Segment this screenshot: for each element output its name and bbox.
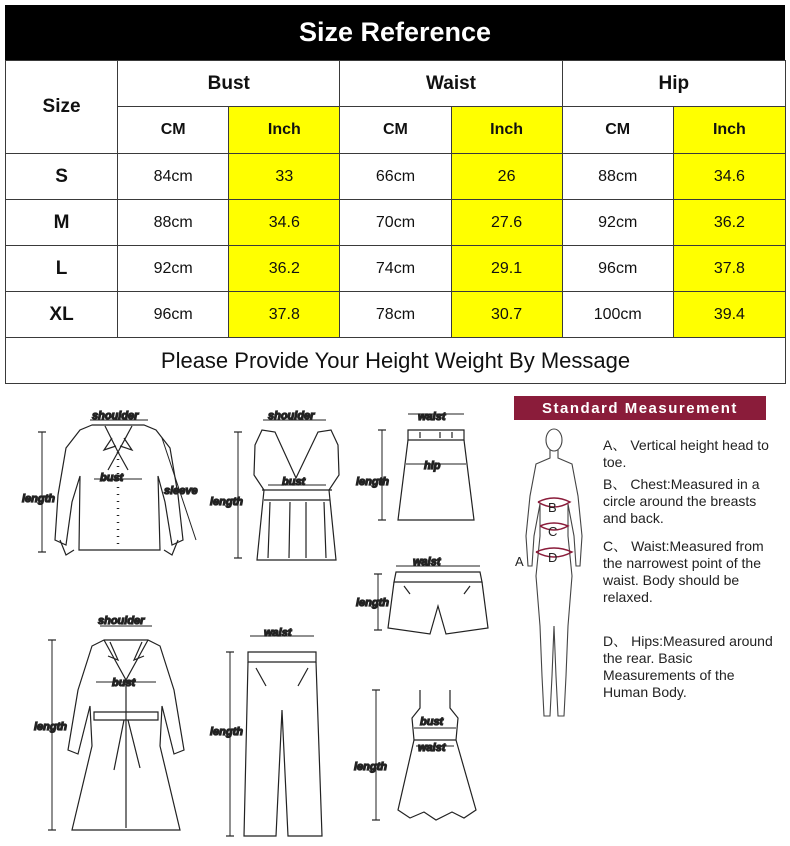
size-reference-table xyxy=(5,5,785,383)
message-row: Please Provide Your Height Weight By Message xyxy=(6,338,786,384)
std-text: Hips:Measured around the rear. Basic Measurements of the Human Body. xyxy=(603,633,773,700)
waist-cm: 66cm xyxy=(340,154,451,200)
unit-header: Inch xyxy=(451,107,562,154)
tank-bust-label: bust xyxy=(282,476,306,488)
table-title: Size Reference xyxy=(5,5,785,60)
table-row xyxy=(6,154,786,200)
dress-bust-label: bust xyxy=(420,716,444,728)
skirt-waist-label: waist xyxy=(418,411,446,423)
tank-length-label: length xyxy=(210,496,243,508)
unit-header: CM xyxy=(118,107,229,154)
pants-waist-label: waist xyxy=(264,627,292,639)
hip-cm: 88cm xyxy=(562,154,673,200)
table-row xyxy=(6,292,786,338)
bust-inch: 36.2 xyxy=(229,246,340,292)
size-label: M xyxy=(6,200,118,246)
tank-diagram xyxy=(234,420,339,560)
waist-cm: 74cm xyxy=(340,246,451,292)
blouse-bust-label: bust xyxy=(100,472,124,484)
pants-length-label: length xyxy=(210,726,243,738)
garment-diagrams xyxy=(0,390,500,846)
std-item-d xyxy=(603,633,783,701)
coat-bust-label: bust xyxy=(112,677,136,689)
waist-inch: 26 xyxy=(451,154,562,200)
shorts-waist-label: waist xyxy=(413,556,441,568)
hip-inch: 36.2 xyxy=(673,200,785,246)
bust-cm: 88cm xyxy=(118,200,229,246)
bust-header: Bust xyxy=(118,61,340,107)
bust-inch: 37.8 xyxy=(229,292,340,338)
figure-label-b: B xyxy=(548,500,557,515)
shorts-diagram xyxy=(374,566,488,634)
bust-inch: 33 xyxy=(229,154,340,200)
table-row xyxy=(6,246,786,292)
size-label: S xyxy=(6,154,118,200)
waist-inch: 30.7 xyxy=(451,292,562,338)
dress-waist-label: waist xyxy=(418,742,446,754)
size-label: XL xyxy=(6,292,118,338)
size-label: L xyxy=(6,246,118,292)
skirt-hip-label: hip xyxy=(424,460,441,472)
hip-inch: 37.8 xyxy=(673,246,785,292)
hip-cm: 96cm xyxy=(562,246,673,292)
unit-header: CM xyxy=(340,107,451,154)
body-figure xyxy=(514,426,614,766)
standard-measurement-title: Standard Measurement xyxy=(514,396,766,420)
waist-inch: 29.1 xyxy=(451,246,562,292)
blouse-sleeve-label: sleeve xyxy=(164,485,198,497)
std-key: A、 xyxy=(603,437,627,453)
dress-length-label: length xyxy=(354,761,387,773)
coat-length-label: length xyxy=(34,721,67,733)
std-key: B、 xyxy=(603,476,627,492)
figure-label-a-wrap xyxy=(513,552,533,572)
std-text: Vertical height head to toe. xyxy=(603,437,769,470)
table-row xyxy=(6,200,786,246)
std-item-a xyxy=(603,437,783,471)
tank-shoulder-label: shoulder xyxy=(268,410,315,422)
unit-header: CM xyxy=(562,107,673,154)
hip-inch: 39.4 xyxy=(673,292,785,338)
bust-inch: 34.6 xyxy=(229,200,340,246)
bust-cm: 96cm xyxy=(118,292,229,338)
hip-inch: 34.6 xyxy=(673,154,785,200)
waist-cm: 70cm xyxy=(340,200,451,246)
dress-diagram xyxy=(372,690,476,820)
std-key: D、 xyxy=(603,633,628,649)
blouse-shoulder-label: shoulder xyxy=(92,410,139,422)
coat-shoulder-label: shoulder xyxy=(98,615,145,627)
coat-diagram xyxy=(48,626,184,830)
unit-header: Inch xyxy=(229,107,340,154)
waist-inch: 27.6 xyxy=(451,200,562,246)
waist-header: Waist xyxy=(340,61,562,107)
hip-cm: 92cm xyxy=(562,200,673,246)
blouse-length-label: length xyxy=(22,493,55,505)
standard-measurement-panel xyxy=(500,390,790,846)
hip-cm: 100cm xyxy=(562,292,673,338)
hip-header: Hip xyxy=(562,61,785,107)
bust-cm: 92cm xyxy=(118,246,229,292)
waist-cm: 78cm xyxy=(340,292,451,338)
figure-label-d: D xyxy=(548,550,558,565)
shorts-length-label: length xyxy=(356,597,389,609)
std-item-b xyxy=(603,476,783,527)
std-item-c xyxy=(603,538,783,606)
size-header: Size xyxy=(6,61,118,154)
size-grid xyxy=(5,60,786,384)
std-text: Waist:Measured from the narrowest point of the waist. Body should be relaxed. xyxy=(603,538,764,605)
figure-label-c: C xyxy=(548,524,558,539)
std-key: C、 xyxy=(603,538,628,554)
std-text: Chest:Measured in a circle around the breasts and back. xyxy=(603,476,760,526)
figure-label-a: A xyxy=(515,554,524,569)
skirt-length-label: length xyxy=(356,476,389,488)
unit-header: Inch xyxy=(673,107,785,154)
bust-cm: 84cm xyxy=(118,154,229,200)
